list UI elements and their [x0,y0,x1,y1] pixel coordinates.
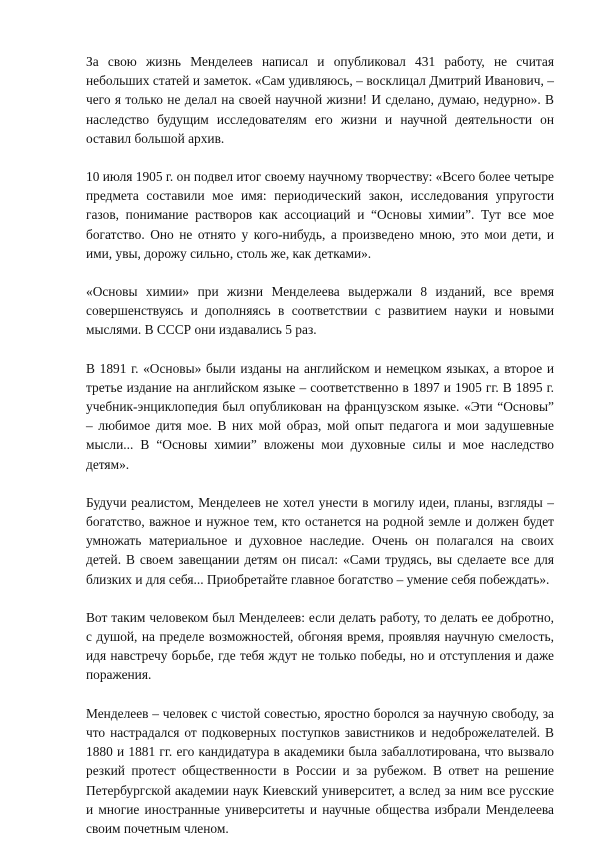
paragraph-scientific-freedom: Менделеев – человек с чистой совестью, яростно боролся за научную свободу, за что настрадался от подковерных поступков завистников и недоброжелателей. В 1880 и 1881 гг. его кандидатура в академики была забаллотирована, что вызвало резкий протест общественности в России и за рубежом. В ответ на решение Петербургской академии наук Киевский университет, а вслед за ним все русские и многие иностранные университеты и научные общества избрали Менделеева своим почетным членом. [86,705,554,836]
paragraph-osnovy-editions: «Основы химии» при жизни Менделеева выдержали 8 изданий, все время совершенствуясь и дополняясь в соответствии с развитием науки и новыми мыслями. В СССР они издавались 5 раз. [86,284,554,338]
paragraph-translations: В 1891 г. «Основы» были изданы на английском и немецком языках, а второе и третье издание на английском языке – соответственно в 1897 и 1905 гг. В 1895 г. учебник-энциклопедия был опубликован на французском языке. «Эти “Основы” – любимое дитя мое. В них мой образ, мой опыт педагога и мои задушевные мысли... В “Основы химии” вложены мои духовные силы и мое наследство детям». [86,360,554,472]
document-body [86,52,554,857]
paragraph-character: Вот таким человеком был Менделеев: если делать работу, то делать ее добротно, с душой, на пределе возможностей, обгоняя время, проявляя научную смелость, идя навстречу борьбе, где тебя ждут не только победы, но и отступления и даже поражения. [86,609,554,683]
paragraph-1905-summary: 10 июля 1905 г. он подвел итог своему научному творчеству: «Всего более четыре предмета составили мое имя: периодический закон, исследования упругости газов, понимание растворов как ассоциаций и “Основы химии”. Тут все мое богатство. Оно не отнято у кого-нибудь, а произведено мною, это мои дети, и ими, увы, дорожу сильно, столь же, как детками». [86,169,554,261]
paragraph-realist: Будучи реалистом, Менделеев не хотел унести в могилу идеи, планы, взгляды – богатство, важное и нужное тем, кто останется на родной земле и должен будет умножать материальное и духовное наследие. Очень он полагался на своих детей. В своем завещании детям он писал: «Сами трудясь, вы сделаете все для близких и для себя... Приобретайте главное богатство – умение себя побеждать». [86,494,554,587]
paragraph-works-count: За свою жизнь Менделеев написал и опубликовал 431 работу, не считая небольших статей и заметок. «Сам удивляюсь, – восклицал Дмитрий Иванович, – чего я только не делал на своей научной жизни! И сделано, думаю, недурно». В наследство будущим исследователям его жизни и научной деятельности он оставил большой архив. [86,54,554,146]
